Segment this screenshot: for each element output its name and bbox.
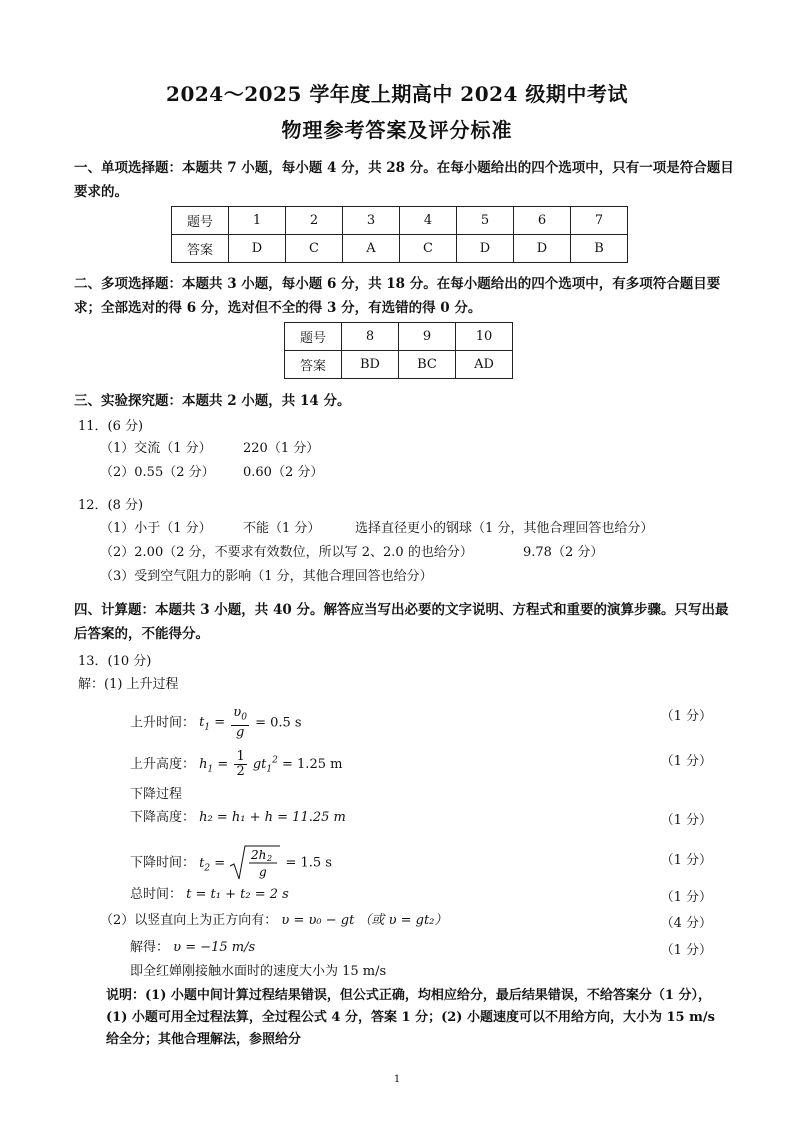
formula-expression: t = t₁ + t₂ = 2 s	[186, 887, 289, 902]
fraction: $\frac{\upsilon_0}{g}$	[233, 705, 247, 740]
table-cell: 8	[342, 323, 399, 351]
table-cell: D	[514, 235, 571, 263]
q12-answer-1a: （1）小于（1 分）	[100, 521, 212, 536]
q12-answer-2b: 9.78（2 分）	[523, 545, 604, 560]
table-cell: B	[571, 235, 628, 263]
table-cell: 1	[229, 207, 286, 235]
q12-answer-2a: （2）2.00（2 分，不要求有效数位，所以写 2、2.0 的也给分）	[100, 545, 473, 560]
q13-rise-height	[130, 750, 342, 779]
q13-heading: 13．(10 分)	[78, 654, 152, 669]
table-cell: 5	[457, 207, 514, 235]
svg-text:g: g	[259, 865, 267, 879]
square-root-icon	[229, 844, 281, 882]
table-cell: BC	[399, 351, 456, 379]
q13-part2	[100, 912, 447, 930]
table-cell: 9	[399, 323, 456, 351]
page-subtitle: 物理参考答案及评分标准	[281, 118, 513, 142]
formula-result: = 1.5 s	[285, 855, 332, 871]
score-badge: （1 分）	[660, 709, 712, 724]
table-cell: 6	[514, 207, 571, 235]
table-row	[285, 323, 513, 351]
score-badge: （1 分）	[660, 754, 712, 769]
q12-answer-1c: 选择直径更小的钢球（1 分，其他合理回答也给分）	[355, 521, 654, 536]
grading-note: 说明：(1) 小题中间计算过程结果错误，但公式正确，均相应给分，最后结果错误，不给答案分（1 分），(1) 小题可用全过程法算，全过程公式 4 分，答案 1 分；(2) 小题速度可以不用给方向，大小为 15 m/s 给全分；其他合理解法，参照给分	[106, 988, 715, 1047]
table-cell: BD	[342, 351, 399, 379]
table-cell: C	[400, 235, 457, 263]
table-cell: 10	[456, 323, 513, 351]
q11-answer-2b: 0.60（2 分）	[243, 465, 324, 480]
q13-rise-time	[130, 706, 302, 740]
formula-result: = 1.25 m	[282, 757, 343, 772]
score-badge: （1 分）	[660, 853, 712, 868]
formula-label: 总时间：	[130, 887, 183, 902]
q12-answer-3: （3）受到空气阻力的影响（1 分，其他合理回答也给分）	[100, 569, 433, 584]
table-cell: 4	[400, 207, 457, 235]
table-cell: 3	[343, 207, 400, 235]
q13-fall-heading: 下降过程	[130, 787, 183, 802]
table-cell: 7	[571, 207, 628, 235]
formula-label: 上升时间：	[130, 715, 196, 731]
q11-heading: 11．(6 分)	[78, 419, 144, 434]
q13-total-time	[130, 886, 289, 904]
score-badge: （1 分）	[660, 943, 712, 958]
formula-variable: $gt_1^2$	[252, 755, 278, 775]
table-cell: AD	[456, 351, 513, 379]
q11-answer-1a: （1）交流（1 分）	[100, 441, 212, 456]
q12-answer-1b: 不能（1 分）	[243, 521, 321, 536]
svg-text:2: 2	[267, 854, 273, 863]
page-number: 1	[393, 1074, 401, 1085]
formula-label: 上升高度：	[130, 757, 196, 772]
svg-text:2h: 2h	[251, 848, 267, 862]
formula-expression: υ = −15 m/s	[173, 940, 256, 955]
answer-table-single-choice	[171, 206, 628, 263]
table-row-label: 答案	[172, 235, 229, 263]
table-row-label: 答案	[285, 351, 342, 379]
formula-variable: $t_1$ =	[199, 715, 226, 733]
formula-expression: υ = υ₀ − gt （或 υ = gt₂）	[281, 913, 448, 928]
q11-answer-2a: （2）0.55（2 分）	[100, 465, 215, 480]
section-1-heading: 一、单项选择题：本题共 7 小题，每小题 4 分，共 28 分。在每小题给出的四个选项中，只有一项是符合题目要求的。	[74, 160, 734, 200]
table-row-label: 题号	[285, 323, 342, 351]
table-row	[285, 351, 513, 379]
q13-fall-height	[130, 809, 346, 827]
table-cell: C	[286, 235, 343, 263]
q13-solve	[130, 939, 255, 957]
fraction: $\frac{1}{2}$	[236, 749, 245, 779]
section-3-heading: 三、实验探究题：本题共 2 小题，共 14 分。	[74, 393, 351, 409]
section-4-heading: 四、计算题：本题共 3 小题，共 40 分。解答应当写出必要的文字说明、方程式和重要的演算步骤。只写出最后答案的，不能得分。	[74, 602, 729, 642]
section-2-heading: 二、多项选择题：本题共 3 小题，每小题 6 分，共 18 分。在每小题给出的四个选项中，有多项符合题目要求；全部选对的得 6 分，选对但不全的得 3 分，有选错的得 0 分。	[74, 276, 721, 316]
answer-table-multiple-choice	[284, 322, 513, 379]
q13-fall-time	[130, 844, 332, 882]
table-cell: D	[457, 235, 514, 263]
table-cell: D	[229, 235, 286, 263]
q13-intro: 解：(1) 上升过程	[78, 677, 179, 692]
table-row	[172, 207, 628, 235]
page-title: 2024～2025 学年度上期高中 2024 级期中考试	[166, 82, 628, 106]
score-badge: （4 分）	[660, 916, 712, 931]
formula-result: = 0.5 s	[255, 715, 302, 731]
formula-label: （2）以竖直向上为正方向有：	[100, 913, 278, 928]
table-cell: 2	[286, 207, 343, 235]
formula-label: 下降高度：	[130, 810, 196, 825]
formula-variable: $t_2$ =	[199, 855, 226, 874]
table-row	[172, 235, 628, 263]
score-badge: （1 分）	[660, 813, 712, 828]
table-cell: A	[343, 235, 400, 263]
q11-answer-1b: 220（1 分）	[243, 441, 320, 456]
q12-heading: 12．(8 分)	[78, 498, 144, 513]
formula-label: 下降时间：	[130, 855, 196, 871]
formula-expression: h₂ = h₁ + h = 11.25 m	[199, 810, 346, 825]
score-badge: （1 分）	[660, 890, 712, 905]
formula-label: 解得：	[130, 940, 170, 955]
table-row-label: 题号	[172, 207, 229, 235]
formula-variable: $h_1$ =	[199, 757, 229, 775]
q13-conclusion: 即全红婵刚接触水面时的速度大小为 15 m/s	[130, 964, 387, 979]
